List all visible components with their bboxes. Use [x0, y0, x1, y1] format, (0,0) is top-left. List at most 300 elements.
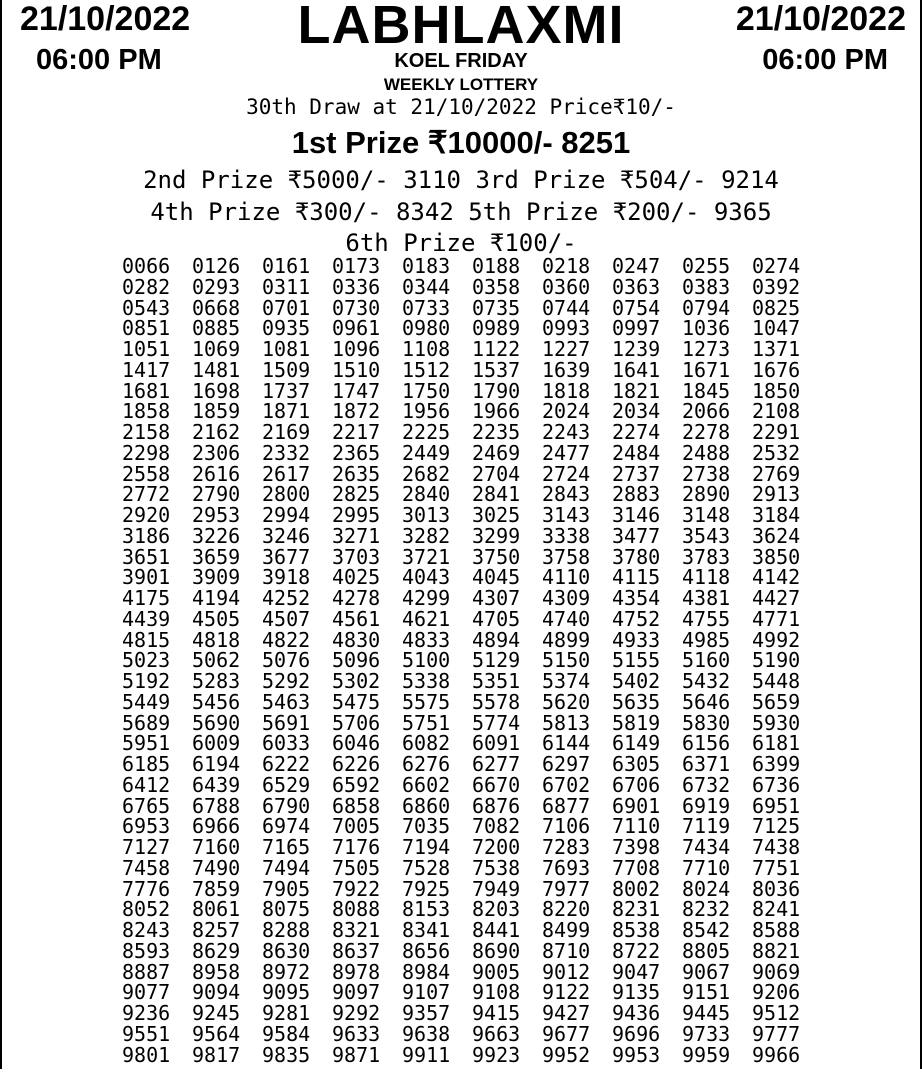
winning-number: 4815: [122, 627, 171, 652]
number-row: [122, 920, 822, 941]
winning-number: 8288: [262, 918, 311, 942]
winning-number: 5402: [612, 669, 661, 693]
winning-number: 6033: [262, 731, 311, 756]
winning-number: 6082: [402, 731, 451, 756]
winning-number: 6149: [612, 731, 661, 756]
winning-number: 9069: [752, 959, 801, 984]
number-row: [122, 567, 822, 588]
winning-number: 4025: [332, 565, 381, 590]
winning-number: 8052: [122, 897, 171, 922]
winning-number: 3783: [682, 544, 731, 569]
winning-number: 1537: [472, 357, 521, 382]
winning-number: 1845: [682, 378, 731, 403]
winning-number: 7398: [612, 835, 661, 859]
number-row: [122, 544, 822, 569]
winning-number: 2278: [682, 420, 731, 444]
winning-number: 9633: [332, 1021, 381, 1046]
winning-number: 2704: [472, 461, 521, 486]
winning-number: 7005: [332, 814, 381, 839]
winning-number: 6181: [752, 731, 801, 756]
winning-number: 4830: [332, 627, 381, 652]
winning-number: 1509: [262, 357, 311, 382]
winning-number: 0794: [682, 295, 731, 320]
winning-number: 2738: [682, 461, 731, 486]
winning-number: 7925: [402, 876, 451, 901]
winning-number: 8630: [262, 938, 311, 963]
winning-number: 5155: [612, 648, 661, 673]
winning-number: 2994: [262, 503, 311, 527]
winning-number: 2274: [612, 420, 661, 444]
winning-number: 9067: [682, 959, 731, 984]
winning-number: 4427: [752, 586, 801, 610]
winning-number: 0825: [752, 295, 801, 320]
winning-number: 3282: [402, 523, 451, 548]
winning-number: 4771: [752, 606, 801, 631]
winning-number: 0360: [542, 274, 591, 299]
winning-number: 1417: [122, 357, 171, 382]
winning-number: 9012: [542, 959, 591, 984]
winning-number: 9292: [332, 1001, 381, 1025]
winning-number: 0935: [262, 316, 311, 341]
winning-number: 5449: [122, 689, 171, 714]
winning-number: 3677: [262, 544, 311, 569]
number-row: [122, 357, 822, 382]
winning-number: 2449: [402, 440, 451, 465]
winning-number: 4045: [472, 565, 521, 590]
winning-number: 8542: [682, 918, 731, 942]
winning-number: 9911: [402, 1042, 451, 1067]
winning-number: 2995: [332, 503, 381, 527]
number-row: [122, 606, 822, 631]
winning-number: 7283: [542, 835, 591, 859]
winning-number: 6966: [192, 814, 241, 839]
winning-number: 2616: [192, 461, 241, 486]
winning-number: 4299: [402, 586, 451, 610]
winning-number: 3184: [752, 503, 801, 527]
winning-number: 3186: [122, 523, 171, 548]
winning-number: 1818: [542, 378, 591, 403]
winning-number: 2883: [612, 482, 661, 507]
winning-number: 4309: [542, 586, 591, 610]
winning-number: 2682: [402, 461, 451, 486]
winning-number: 0344: [402, 274, 451, 299]
winning-number: 8075: [262, 897, 311, 922]
winning-number: 2840: [402, 482, 451, 507]
winning-number: 3901: [122, 565, 171, 590]
winning-number: 2920: [122, 503, 171, 527]
winning-number: 5475: [332, 689, 381, 714]
winning-number: 7693: [542, 855, 591, 880]
winning-number: 0701: [262, 295, 311, 320]
winning-number: 0730: [332, 295, 381, 320]
winning-number: 4307: [472, 586, 521, 610]
winning-number: 2488: [682, 440, 731, 465]
winning-number: 0183: [402, 254, 451, 278]
winning-number: 3025: [472, 503, 521, 527]
winning-number: 1850: [752, 378, 801, 403]
winning-number: 9077: [122, 980, 171, 1005]
winning-number: 8710: [542, 938, 591, 963]
number-row: [122, 772, 822, 797]
winning-number: 6399: [752, 752, 801, 776]
winning-number: 0336: [332, 274, 381, 299]
winning-number: 2558: [122, 461, 171, 486]
draw-date-right: 21/10/2022: [735, 0, 906, 38]
winning-number: 6276: [402, 752, 451, 776]
winning-number: 1698: [192, 378, 241, 403]
winning-number: 6046: [332, 731, 381, 756]
winning-number: 7949: [472, 876, 521, 901]
winning-number: 8024: [682, 876, 731, 901]
winning-number: 0247: [612, 254, 661, 278]
winning-number: 0173: [332, 254, 381, 278]
winning-number: 8588: [752, 918, 801, 942]
winning-number: 9923: [472, 1042, 521, 1067]
winning-number: 2306: [192, 440, 241, 465]
draw-time-left: 06:00 PM: [36, 44, 162, 76]
winning-number: 4142: [752, 565, 801, 590]
winning-number: 9551: [122, 1021, 171, 1046]
winning-number: 4755: [682, 606, 731, 631]
winning-number: 5463: [262, 689, 311, 714]
winning-number: 2843: [542, 482, 591, 507]
winning-number: 8593: [122, 938, 171, 963]
winning-number: 7751: [752, 855, 801, 880]
winning-number: 0543: [122, 295, 171, 320]
winning-number: 9094: [192, 980, 241, 1005]
winning-number: 0188: [472, 254, 521, 278]
winning-number: 1239: [612, 337, 661, 361]
number-row: [122, 523, 822, 548]
winning-number: 0989: [472, 316, 521, 341]
winning-number: 8499: [542, 918, 591, 942]
winning-number: 5456: [192, 689, 241, 714]
winning-number: 8002: [612, 876, 661, 901]
winning-number: 5302: [332, 669, 381, 693]
winning-number: 8061: [192, 897, 241, 922]
winning-number: 0885: [192, 316, 241, 341]
winning-number: 6156: [682, 731, 731, 756]
winning-number: 1036: [682, 316, 731, 341]
winning-number: 3543: [682, 523, 731, 548]
winning-number: 4899: [542, 627, 591, 652]
winning-number: 8232: [682, 897, 731, 922]
winning-number: 4118: [682, 565, 731, 590]
winning-number: 2484: [612, 440, 661, 465]
winning-number: 7194: [402, 835, 451, 859]
winning-number: 8220: [542, 897, 591, 922]
winning-number: 4115: [612, 565, 661, 590]
winning-number: 6974: [262, 814, 311, 839]
winning-number: 5100: [402, 648, 451, 673]
winning-number: 8321: [332, 918, 381, 942]
winning-number: 6529: [262, 772, 311, 797]
winning-number: 8637: [332, 938, 381, 963]
winning-number: 7708: [612, 855, 661, 880]
winning-number: 5690: [192, 710, 241, 735]
winning-number: 7905: [262, 876, 311, 901]
winning-number: 9097: [332, 980, 381, 1005]
winning-number: 2217: [332, 420, 381, 444]
winning-number: 6305: [612, 752, 661, 776]
winning-number: 6185: [122, 752, 171, 776]
winning-number: 7200: [472, 835, 521, 859]
winning-number: 3918: [262, 565, 311, 590]
winning-number: 1871: [262, 399, 311, 424]
number-row: [122, 733, 822, 754]
winning-number: 5096: [332, 648, 381, 673]
number-row: [122, 484, 822, 505]
winning-number: 6592: [332, 772, 381, 797]
winning-number: 1371: [752, 337, 801, 361]
draw-info: 30th Draw at 21/10/2022 Price₹10/-: [246, 95, 676, 119]
number-row: [122, 855, 822, 880]
number-row: [122, 440, 822, 465]
winning-number: 4278: [332, 586, 381, 610]
winning-number: 6439: [192, 772, 241, 797]
number-row: [122, 689, 822, 714]
winning-number: 9677: [542, 1021, 591, 1046]
winning-number: 4740: [542, 606, 591, 631]
winning-number: 9281: [262, 1001, 311, 1025]
winning-number: 9952: [542, 1042, 591, 1067]
winning-number: 1872: [332, 399, 381, 424]
winning-number: 3909: [192, 565, 241, 590]
winning-number: 6226: [332, 752, 381, 776]
winning-number: 1051: [122, 337, 171, 361]
winning-number: 9835: [262, 1042, 311, 1067]
winning-number: 2243: [542, 420, 591, 444]
winning-number: 1858: [122, 399, 171, 424]
winning-number: 0744: [542, 295, 591, 320]
winning-number: 5635: [612, 689, 661, 714]
winning-number: 9108: [472, 980, 521, 1005]
winning-number: 3721: [402, 544, 451, 569]
winning-number: 5190: [752, 648, 801, 673]
first-prize: 1st Prize ₹10000/- 8251: [291, 125, 631, 160]
winning-number: 8441: [472, 918, 521, 942]
winning-number: 4818: [192, 627, 241, 652]
winning-number: 7977: [542, 876, 591, 901]
number-row: [122, 318, 822, 339]
winning-number: 6194: [192, 752, 241, 776]
winning-number: 3477: [612, 523, 661, 548]
winning-number: 2635: [332, 461, 381, 486]
winning-number: 2769: [752, 461, 801, 486]
winning-number: 3338: [542, 523, 591, 548]
winning-number: 5751: [402, 710, 451, 735]
winning-number: 5813: [542, 710, 591, 735]
winning-number: 9245: [192, 1001, 241, 1025]
number-row: [122, 754, 822, 775]
winning-number: 8203: [472, 897, 521, 922]
winning-number: 0383: [682, 274, 731, 299]
winning-number: 2332: [262, 440, 311, 465]
winning-number: 9959: [682, 1042, 731, 1067]
winning-number: 5374: [542, 669, 591, 693]
winning-number: 0961: [332, 316, 381, 341]
number-row: [122, 1021, 822, 1046]
number-row: [122, 274, 822, 299]
number-row: [122, 505, 822, 526]
winning-number: 9427: [542, 1001, 591, 1025]
winning-number: 4705: [472, 606, 521, 631]
number-row: [122, 256, 822, 277]
winning-number: 5292: [262, 669, 311, 693]
winning-number: 1227: [542, 337, 591, 361]
winning-number: 7165: [262, 835, 311, 859]
winning-number: 4833: [402, 627, 451, 652]
number-row: [122, 295, 822, 320]
winning-number: 8241: [752, 897, 801, 922]
winning-number: 9236: [122, 1001, 171, 1025]
winning-number: 4252: [262, 586, 311, 610]
winning-number: 2724: [542, 461, 591, 486]
winning-number: 0993: [542, 316, 591, 341]
winning-number: 2235: [472, 420, 521, 444]
winning-number: 6951: [752, 793, 801, 818]
number-row: [122, 982, 822, 1003]
winning-number: 6702: [542, 772, 591, 797]
winning-number: 6876: [472, 793, 521, 818]
winning-number: 6297: [542, 752, 591, 776]
winning-number: 2169: [262, 420, 311, 444]
winning-number: 2890: [682, 482, 731, 507]
winning-number: 7490: [192, 855, 241, 880]
winning-number: 6919: [682, 793, 731, 818]
winning-number: 1859: [192, 399, 241, 424]
winning-number: 0735: [472, 295, 521, 320]
number-row: [122, 378, 822, 403]
winning-number: 5283: [192, 669, 241, 693]
winning-number: 2066: [682, 399, 731, 424]
winning-number: 5689: [122, 710, 171, 735]
winning-number: 7776: [122, 876, 171, 901]
winning-number: 8984: [402, 959, 451, 984]
winning-number: 1671: [682, 357, 731, 382]
winning-number: 5578: [472, 689, 521, 714]
winning-number: 0392: [752, 274, 801, 299]
winning-number: 9638: [402, 1021, 451, 1046]
winning-number: 6765: [122, 793, 171, 818]
winning-number: 9005: [472, 959, 521, 984]
winning-number: 1481: [192, 357, 241, 382]
winning-number: 7859: [192, 876, 241, 901]
winning-number: 5076: [262, 648, 311, 673]
winning-number: 2365: [332, 440, 381, 465]
winning-number: 7434: [682, 835, 731, 859]
winning-number: 5338: [402, 669, 451, 693]
winning-number: 1821: [612, 378, 661, 403]
winning-number: 0311: [262, 274, 311, 299]
winning-number: 8887: [122, 959, 171, 984]
winning-number: 9696: [612, 1021, 661, 1046]
number-row: [122, 938, 822, 963]
winning-number: 2825: [332, 482, 381, 507]
winning-number: 0733: [402, 295, 451, 320]
number-row: [122, 876, 822, 901]
number-row: [122, 959, 822, 984]
winning-number: 6371: [682, 752, 731, 776]
draw-time-right: 06:00 PM: [762, 44, 888, 76]
number-row: [122, 816, 822, 837]
winning-number: 9445: [682, 1001, 731, 1025]
winning-number: 0218: [542, 254, 591, 278]
winning-number: 6732: [682, 772, 731, 797]
winning-number: 8257: [192, 918, 241, 942]
winning-number: 5659: [752, 689, 801, 714]
winning-number: 2469: [472, 440, 521, 465]
sixth-prize-label: 6th Prize ₹100/-: [345, 229, 577, 257]
winning-number: 2225: [402, 420, 451, 444]
winning-number: 2953: [192, 503, 241, 527]
winning-number: 9801: [122, 1042, 171, 1067]
winning-number: 1512: [402, 357, 451, 382]
number-row: [122, 710, 822, 735]
winning-number: 9095: [262, 980, 311, 1005]
winning-number: 3013: [402, 503, 451, 527]
winning-number: 1510: [332, 357, 381, 382]
winning-number: 4110: [542, 565, 591, 590]
winning-number: 8821: [752, 938, 801, 963]
winning-number: 6144: [542, 731, 591, 756]
winning-number: 3750: [472, 544, 521, 569]
winning-number: 3299: [472, 523, 521, 548]
winning-number: 4621: [402, 606, 451, 631]
winning-number: 2034: [612, 399, 661, 424]
winning-number: 8341: [402, 918, 451, 942]
winning-number: 6412: [122, 772, 171, 797]
winning-number: 1047: [752, 316, 801, 341]
winning-number: 5930: [752, 710, 801, 735]
winning-number: 2913: [752, 482, 801, 507]
winning-number: 1956: [402, 399, 451, 424]
winning-number: 0358: [472, 274, 521, 299]
winning-number: 9047: [612, 959, 661, 984]
winning-number: 9107: [402, 980, 451, 1005]
winning-number: 4505: [192, 606, 241, 631]
winning-number: 8722: [612, 938, 661, 963]
winning-number: 3758: [542, 544, 591, 569]
winning-number: 2532: [752, 440, 801, 465]
winning-number: 3246: [262, 523, 311, 548]
winning-number: 2737: [612, 461, 661, 486]
winning-number: 8978: [332, 959, 381, 984]
winning-number: 1069: [192, 337, 241, 361]
winning-number: 9206: [752, 980, 801, 1005]
winning-number: 2158: [122, 420, 171, 444]
winning-number: 8538: [612, 918, 661, 942]
winning-number: 5351: [472, 669, 521, 693]
lottery-type: WEEKLY LOTTERY: [383, 75, 539, 94]
winning-number: 0293: [192, 274, 241, 299]
second-third-prize: 2nd Prize ₹5000/- 3110 3rd Prize ₹504/- 9214: [143, 166, 779, 194]
winning-number: 4933: [612, 627, 661, 652]
winning-number: 7176: [332, 835, 381, 859]
winning-number: 4822: [262, 627, 311, 652]
winning-number: 0255: [682, 254, 731, 278]
winning-number: 8088: [332, 897, 381, 922]
winning-number: 4043: [402, 565, 451, 590]
winning-number: 9512: [752, 1001, 801, 1025]
winning-number: 0363: [612, 274, 661, 299]
winning-number: 8656: [402, 938, 451, 963]
number-row: [122, 401, 822, 422]
winning-number: 4507: [262, 606, 311, 631]
winning-number: 7922: [332, 876, 381, 901]
winning-number: 0980: [402, 316, 451, 341]
winning-number: 1747: [332, 378, 381, 403]
